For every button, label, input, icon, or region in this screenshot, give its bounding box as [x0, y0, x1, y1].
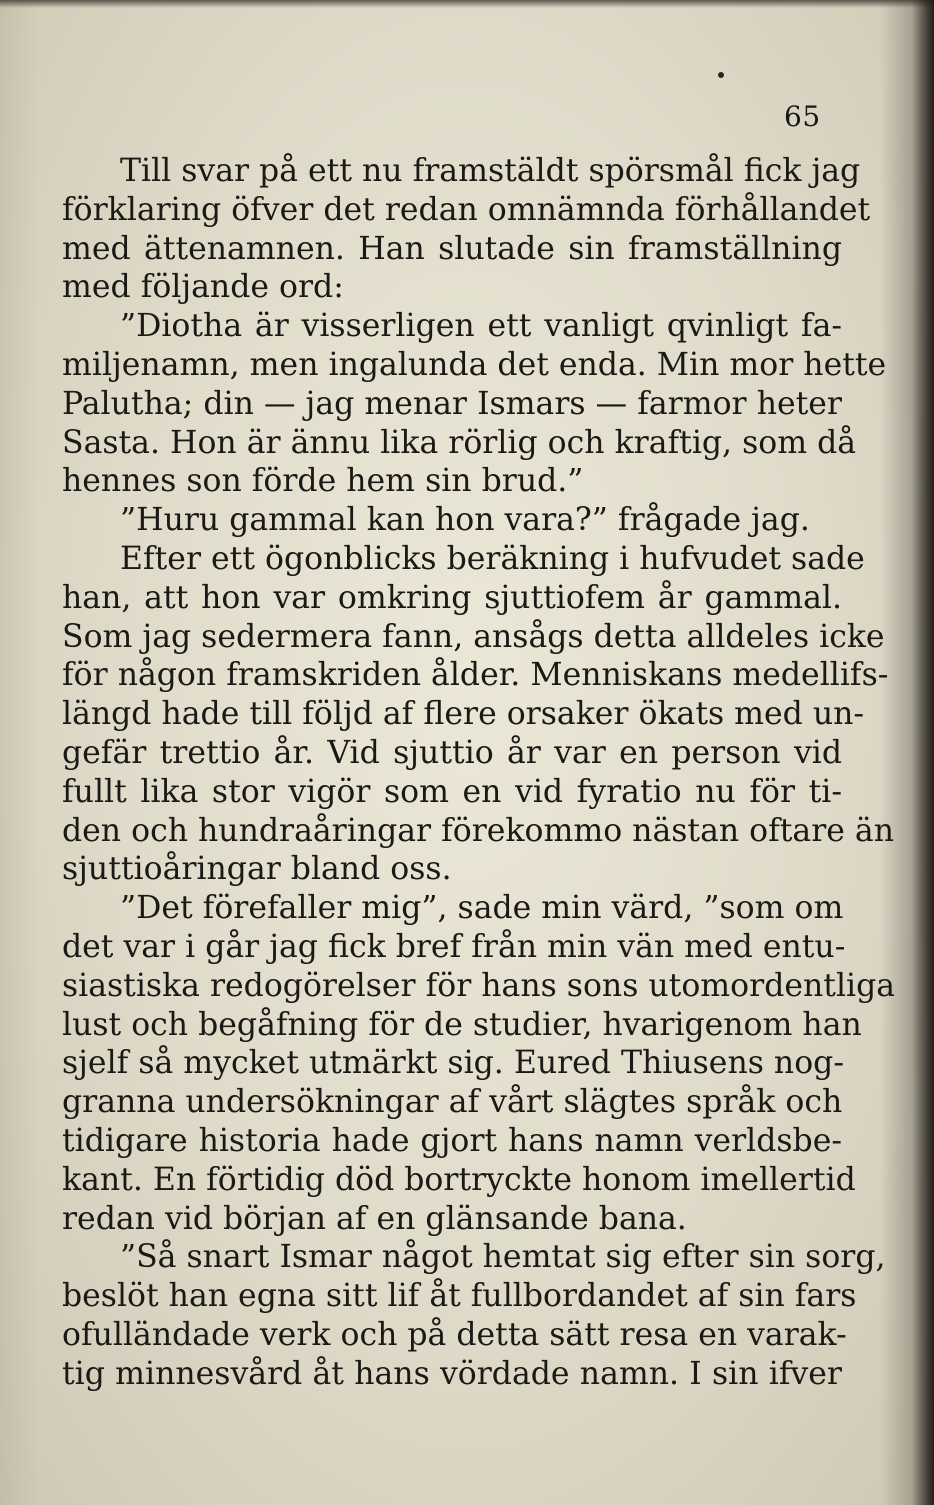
- text-line: Till svar på ett nu framstäldt spörsmål fick jag: [120, 153, 861, 189]
- text-line: med följande ord:: [62, 269, 344, 306]
- text-line: kant. En förtidig död bortryckte honom imellertid: [62, 1161, 856, 1198]
- text-line: förklaring öfver det redan omnämnda förhållandet: [62, 191, 871, 228]
- text-line: beslöt han egna sitt lif åt fullbordandet af sin fars: [62, 1278, 857, 1315]
- body-text: [62, 152, 896, 1394]
- text-line: sjuttioåringar bland oss.: [62, 851, 452, 888]
- text-line: fullt lika stor vigör som en vid fyratio nu för ti-: [62, 773, 842, 810]
- text-line: granna undersökningar af vårt slägtes språk och: [62, 1084, 843, 1121]
- text-line: ”Diotha är visserligen ett vanligt qvinligt fa-: [120, 308, 842, 345]
- text-line: ”Så snart Ismar något hemtat sig efter sin sorg,: [120, 1239, 886, 1276]
- text-line: redan vid början af en glänsande bana.: [62, 1200, 687, 1237]
- text-line: med ättenamnen. Han slutade sin framställning: [62, 230, 842, 267]
- text-line: han, att hon var omkring sjuttiofem år gammal.: [62, 579, 842, 616]
- text-line: ”Det förefaller mig”, sade min värd, ”som om: [120, 890, 844, 927]
- text-line: det var i går jag fick bref från min vän med entu-: [62, 928, 846, 965]
- text-line: ofulländade verk och på detta sätt resa en varak-: [62, 1316, 847, 1353]
- page-top-shadow: [0, 0, 934, 8]
- text-line: Palutha; din — jag menar Ismars — farmor heter: [62, 385, 842, 422]
- page-right-shadow: [912, 0, 934, 1505]
- ink-speck: [718, 72, 724, 78]
- text-line: Efter ett ögonblicks beräkning i hufvudet sade: [120, 540, 865, 577]
- text-line: gefär trettio år. Vid sjuttio år var en person vid: [62, 734, 842, 771]
- text-line: längd hade till följd af flere orsaker ökats med un-: [62, 696, 865, 733]
- text-line: siastiska redogörelser för hans sons utomordentliga: [62, 967, 896, 1004]
- text-line: miljenamn, men ingalunda det enda. Min mor hette: [62, 346, 887, 383]
- text-line: den och hundraåringar förekommo nästan oftare än: [62, 812, 894, 849]
- text-line: Som jag sedermera fann, ansågs detta alldeles icke: [62, 618, 885, 655]
- text-line: hennes son förde hem sin brud.”: [62, 463, 584, 500]
- text-line: för någon framskriden ålder. Menniskans medellifs-: [62, 657, 889, 694]
- page-number: 65: [784, 100, 821, 133]
- text-line: Sasta. Hon är ännu lika rörlig och kraftig, som då: [62, 424, 857, 461]
- text-line: ”Huru gammal kan hon vara?” frågade jag.: [120, 502, 810, 539]
- text-line: tig minnesvård åt hans vördade namn. I sin ifver: [62, 1355, 842, 1392]
- text-line: lust och begåfning för de studier, hvarigenom han: [62, 1006, 862, 1043]
- text-line: tidigare historia hade gjort hans namn verldsbe-: [62, 1122, 842, 1159]
- text-line: sjelf så mycket utmärkt sig. Eured Thiusens nog-: [62, 1045, 844, 1082]
